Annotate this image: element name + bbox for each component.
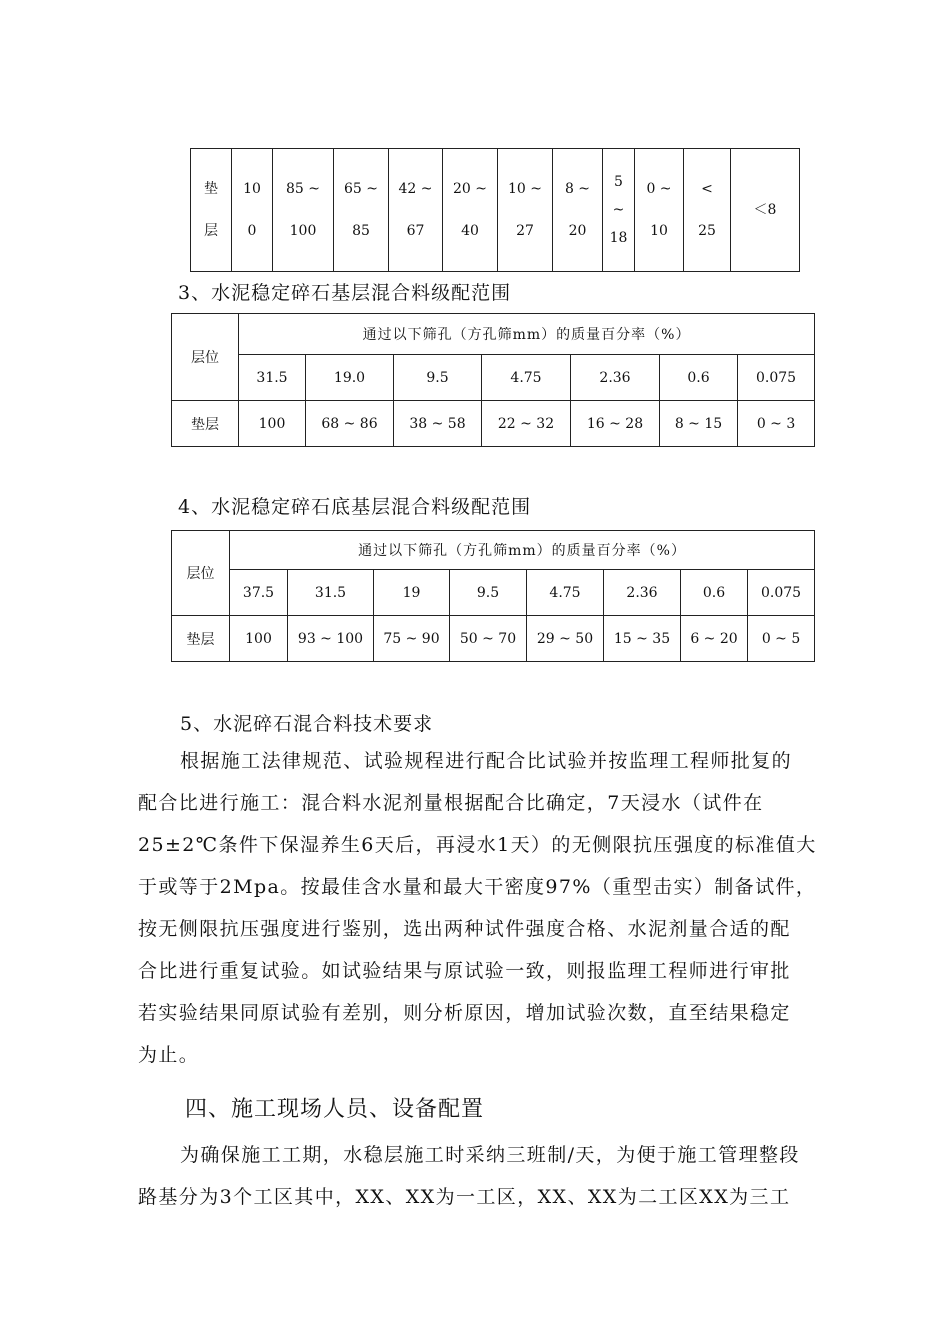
table-cell [553,149,603,272]
value-cell: 16 ~ 28 [571,401,660,447]
value-cell: 29 ~ 50 [527,616,604,662]
cell-top: 42 ~ [398,181,433,197]
cell-bottom: 40 [461,223,479,239]
paragraph-line: 于或等于2Mpa。按最佳含水量和最大干密度97%（重型击实）制备试件， [138,876,817,898]
table-cell [334,149,389,272]
cell-top: 0 ~ [646,181,672,197]
paragraph-line: 按无侧限抗压强度进行鉴别，选出两种试件强度合格、水泥剂量合适的配 [138,918,791,940]
sieve-cell: 19 [374,570,450,616]
cell-bottom: 18 [609,230,628,246]
cell-top: < [701,181,713,197]
cell-bottom: 67 [406,223,425,239]
sieve-cell: 31.5 [288,570,374,616]
value-cell: 100 [239,401,306,447]
sieve-cell: 0.075 [738,355,815,401]
table-cell [635,149,684,272]
gradation-table-1 [190,148,800,272]
paragraph-line: 若实验结果同原试验有差别，则分析原因，增加试验次数，直至结果稳定 [138,1002,791,1024]
row-label-header: 层位 [172,314,239,401]
cell-bottom: 25 [698,223,716,239]
cell-mid: ~ [612,202,625,218]
cell-top: 10 [243,181,261,197]
cell-bottom: 0 [247,223,257,239]
value-cell: 22 ~ 32 [482,401,571,447]
section5-heading: 5、水泥碎石混合料技术要求 [180,713,434,735]
sieve-cell: 0.6 [660,355,738,401]
sieve-cell: 9.5 [394,355,482,401]
paragraph-line: 根据施工法律规范、试验规程进行配合比试验并按监理工程师批复的 [180,750,793,772]
value-cell: 8 ~ 15 [660,401,738,447]
chapter-four-body [138,1134,868,1218]
cell-bottom: 20 [568,223,587,239]
section5-body [138,740,868,1076]
paragraph-line: 为确保施工工期，水稳层施工时采纳三班制/天，为便于施工管理整段 [180,1144,800,1166]
paragraph-line: 配合比进行施工：混合料水泥剂量根据配合比确定，7天浸水（试件在 [138,792,764,814]
value-cell: 100 [230,616,288,662]
section3-heading: 3、水泥稳定碎石基层混合料级配范围 [178,282,512,304]
table-cell [232,149,273,272]
gradation-table-subbase [171,530,815,662]
row-label-header: 层位 [172,531,230,616]
sieve-cell: 31.5 [239,355,306,401]
row-label: 垫层 [172,616,230,662]
paragraph-line: 路基分为3个工区其中，XX、XX为一工区，XX、XX为二工区XX为三工 [138,1186,791,1208]
sieve-cell: 0.075 [748,570,815,616]
gradation-table-base [171,313,815,447]
table-cell [389,149,443,272]
value-cell: 0 ~ 3 [738,401,815,447]
sieve-cell: 9.5 [450,570,527,616]
sieve-cell: 2.36 [571,355,660,401]
sieve-cell: 2.36 [604,570,681,616]
value-cell: 38 ~ 58 [394,401,482,447]
span-header: 通过以下筛孔（方孔筛mm）的质量百分率（%） [239,314,815,355]
value-cell: 6 ~ 20 [681,616,748,662]
paragraph-line: 为止。 [138,1044,200,1066]
value-cell: 93 ~ 100 [288,616,374,662]
paragraph-line: 25±2℃条件下保湿养生6天后，再浸水1天）的无侧限抗压强度的标准值大 [138,834,817,856]
table-cell-last: ＜8 [731,149,800,272]
table-cell [498,149,553,272]
value-cell: 68 ~ 86 [306,401,394,447]
paragraph-line: 合比进行重复试验。如试验结果与原试验一致，则报监理工程师进行审批 [138,960,791,982]
section4-heading: 4、水泥稳定碎石底基层混合料级配范围 [178,496,532,518]
sieve-cell: 0.6 [681,570,748,616]
sieve-cell: 4.75 [527,570,604,616]
cell-bottom: 10 [650,223,668,239]
sieve-cell: 37.5 [230,570,288,616]
cell-top: 20 ~ [453,181,487,197]
value-cell: 0 ~ 5 [748,616,815,662]
cell-bottom: 27 [516,223,534,239]
value-cell: 75 ~ 90 [374,616,450,662]
sieve-cell: 19.0 [306,355,394,401]
cell-bottom: 85 [352,223,370,239]
row-label: 垫层 [172,401,239,447]
table-cell [684,149,731,272]
table-cell [443,149,498,272]
span-header: 通过以下筛孔（方孔筛mm）的质量百分率（%） [230,531,815,570]
cell-top: 10 ~ [508,181,542,197]
row-label-bottom: 层 [204,223,218,239]
cell-top: 5 [614,174,623,190]
table-cell [273,149,334,272]
cell-top: 85 ~ [286,181,320,197]
value-cell: 50 ~ 70 [450,616,527,662]
row-label-cell [191,149,232,272]
sieve-cell: 4.75 [482,355,571,401]
value-cell: 15 ~ 35 [604,616,681,662]
table-cell [603,149,635,272]
row-label-top: 垫 [204,181,218,197]
cell-top: 8 ~ [564,181,591,197]
cell-bottom: 100 [289,223,317,239]
chapter-four-heading: 四、施工现场人员、设备配置 [185,1097,485,1122]
cell-top: 65 ~ [344,181,378,197]
